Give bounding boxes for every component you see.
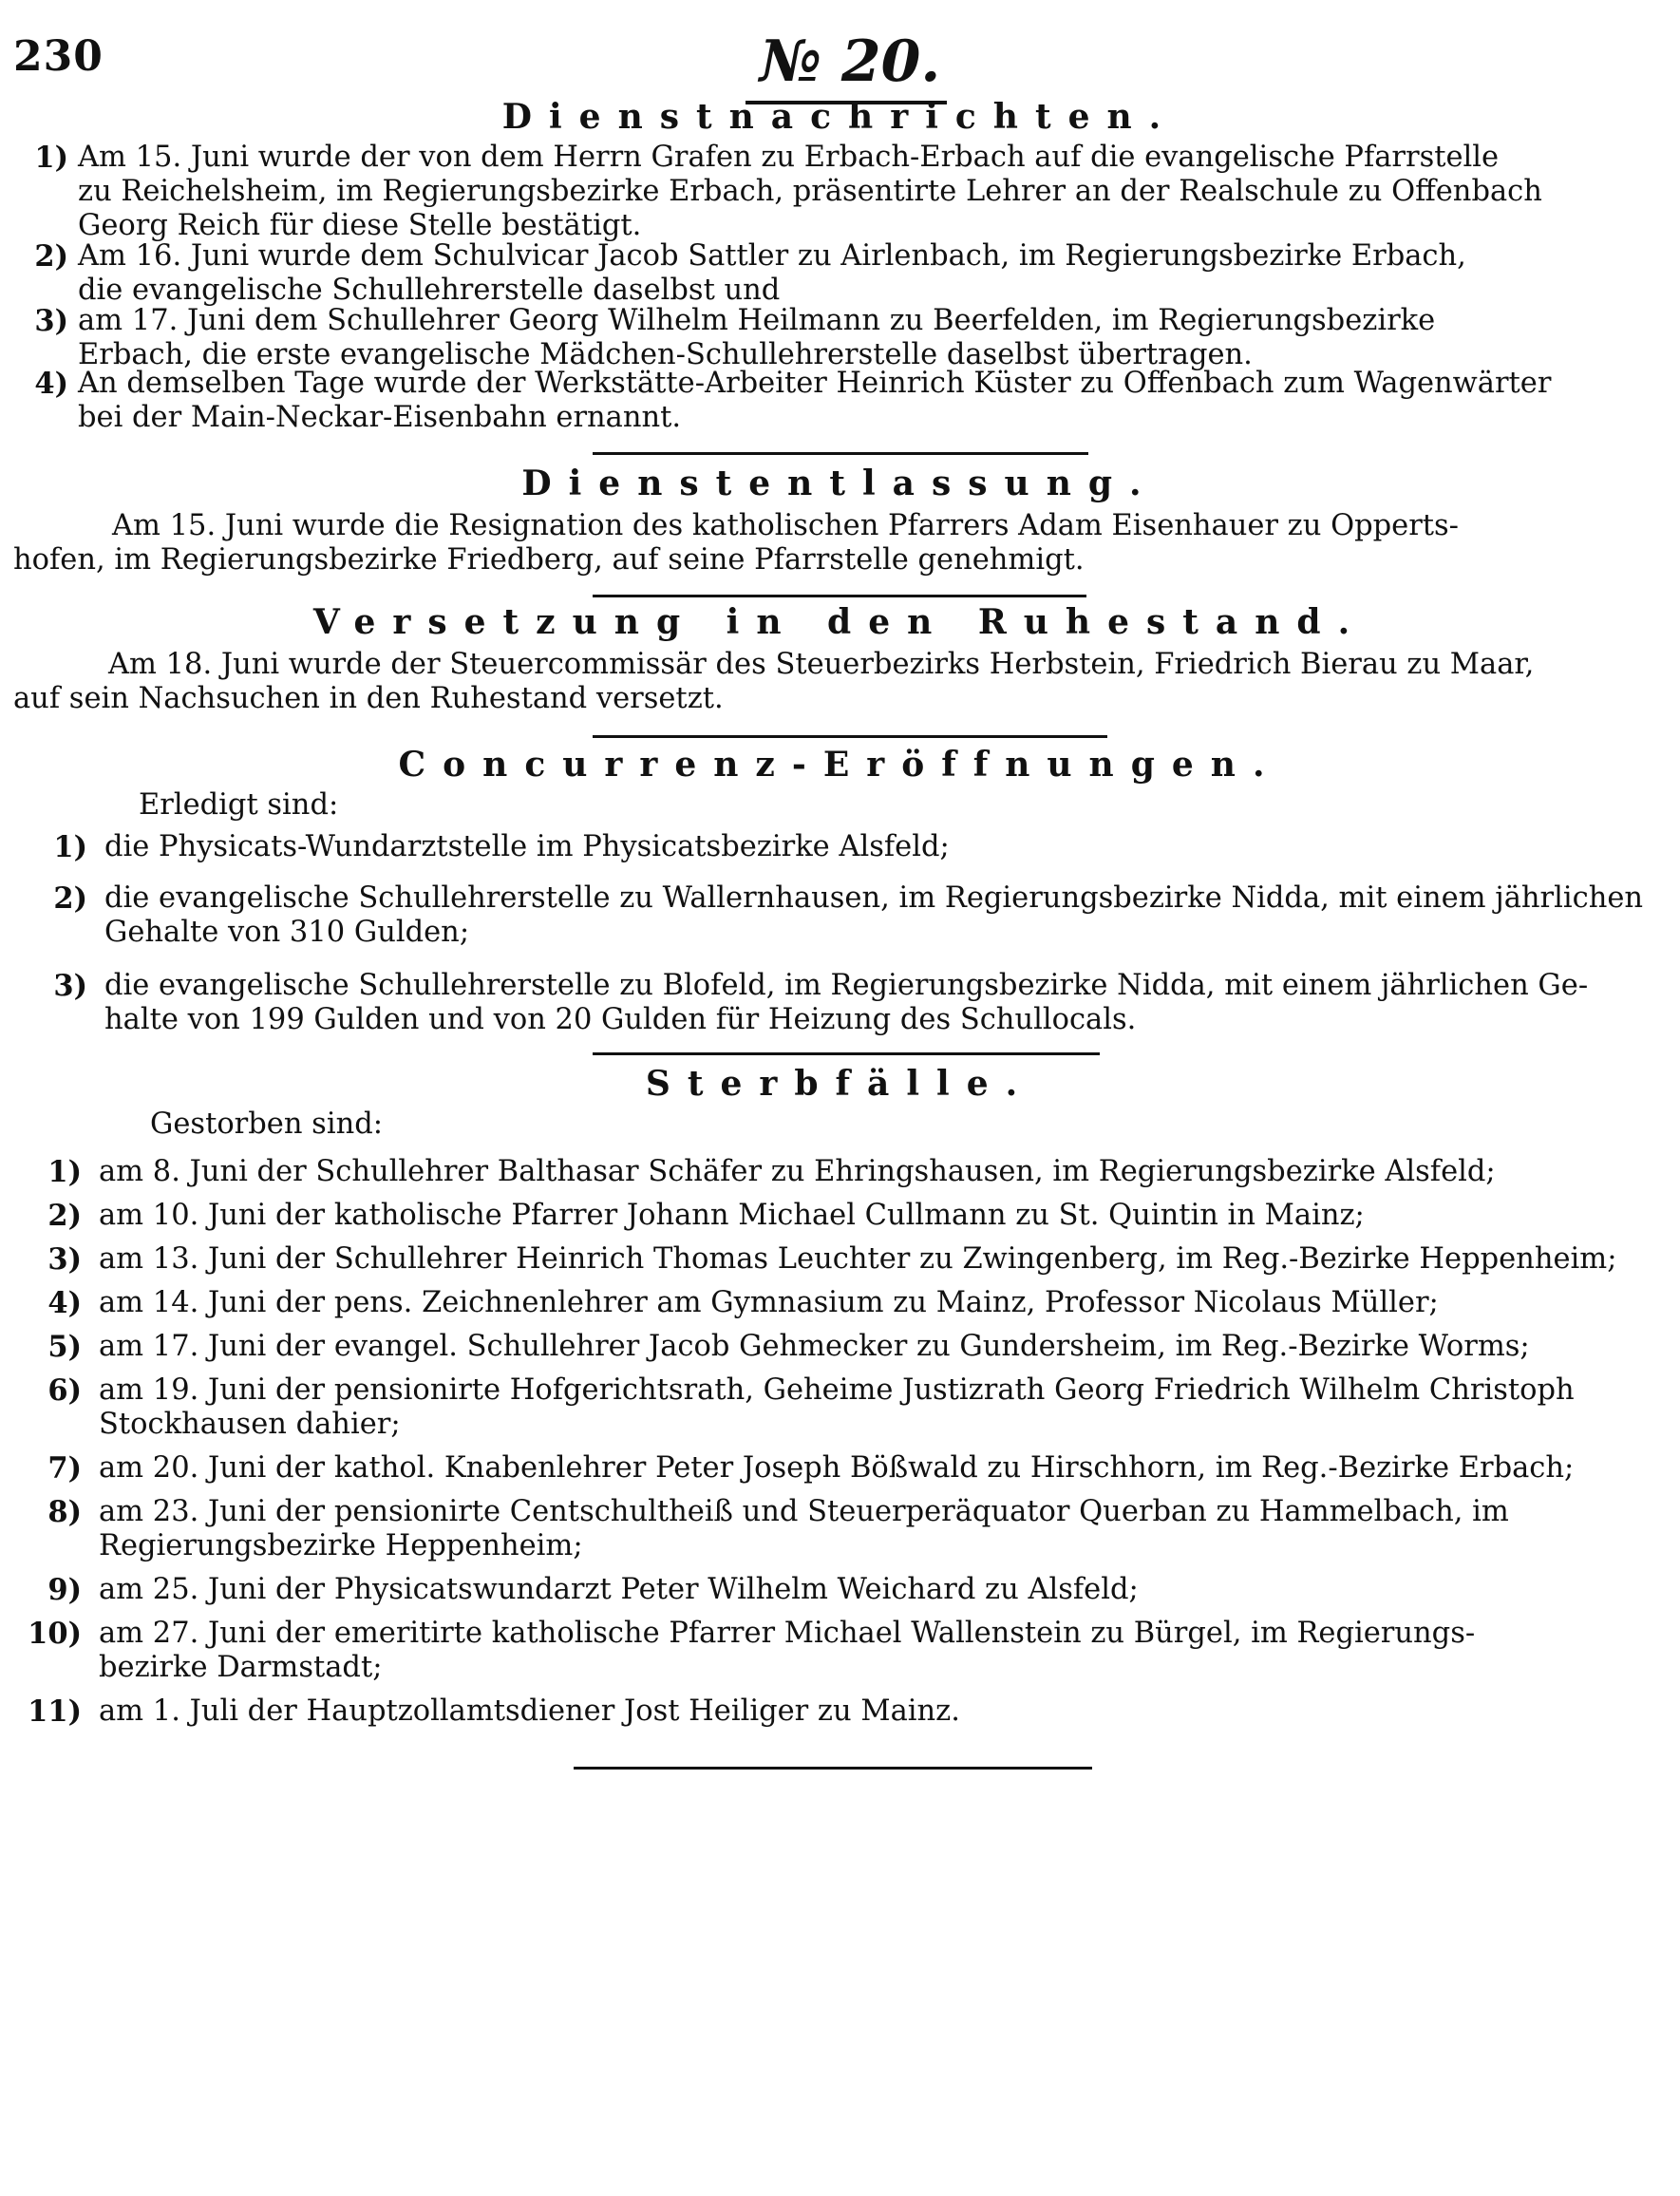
text-line: An demselben Tage wurde der Werkstätte-Arbeiter Heinrich Küster zu Offenbach zum Wagenwärter [78, 367, 1552, 400]
text-line: Regierungsbezirke Heppenheim; [99, 1529, 583, 1562]
section-divider [593, 1052, 1100, 1055]
text-line: bezirke Darmstadt; [99, 1651, 383, 1684]
section-heading-sterbfaelle: Sterbfälle. [645, 1064, 1035, 1104]
text-line: am 23. Juni der pensionirte Centschultheiß und Steuerperäquator Querban zu Hammelbach, im [99, 1495, 1509, 1528]
section-divider [593, 595, 1086, 597]
text-line: die evangelische Schullehrerstelle zu Blofeld, im Regierungsbezirke Nidda, mit einem jährlichen Ge- [104, 969, 1589, 1002]
section-intro: Erledigt sind: [139, 788, 339, 822]
item-number: 4) [34, 367, 68, 401]
text-line: am 1. Juli der Hauptzollamtsdiener Jost Heiliger zu Mainz. [99, 1694, 960, 1728]
text-line: Georg Reich für diese Stelle bestätigt. [78, 209, 642, 242]
page-number: 230 [13, 32, 104, 81]
text-line: Am 15. Juni wurde die Resignation des katholischen Pfarrers Adam Eisenhauer zu Opperts- [112, 509, 1459, 542]
item-number: 5) [47, 1330, 82, 1364]
item-number: 3) [47, 1242, 82, 1277]
text-line: am 13. Juni der Schullehrer Heinrich Thomas Leuchter zu Zwingenberg, im Reg.-Bezirke Heppenheim; [99, 1242, 1617, 1276]
text-line: am 17. Juni dem Schullehrer Georg Wilhelm Heilmann zu Beerfelden, im Regierungsbezirke [78, 304, 1436, 337]
item-number: 2) [47, 1199, 82, 1233]
item-number: 3) [53, 969, 87, 1003]
text-line: zu Reichelsheim, im Regierungsbezirke Erbach, präsentirte Lehrer an der Realschule zu Offenbach [78, 175, 1542, 208]
text-line: bei der Main-Neckar-Eisenbahn ernannt. [78, 401, 682, 434]
section-intro: Gestorben sind: [150, 1107, 384, 1141]
text-line: Stockhausen dahier; [99, 1408, 401, 1441]
item-number: 7) [47, 1451, 82, 1486]
item-number: 2) [34, 239, 68, 274]
section-divider [593, 452, 1088, 455]
text-line: hofen, im Regierungsbezirke Friedberg, auf seine Pfarrstelle genehmigt. [13, 543, 1085, 577]
item-number: 2) [53, 881, 87, 916]
text-line: die evangelische Schullehrerstelle daselbst und [78, 274, 781, 307]
item-number: 1) [47, 1155, 82, 1189]
section-heading-ruhestand: Versetzung in den Ruhestand. [312, 602, 1368, 642]
text-line: auf sein Nachsuchen in den Ruhestand versetzt. [13, 682, 724, 715]
item-number: 1) [53, 830, 87, 864]
item-number: 6) [47, 1373, 82, 1408]
text-line: am 8. Juni der Schullehrer Balthasar Schäfer zu Ehringshausen, im Regierungsbezirke Alsfeld; [99, 1155, 1496, 1188]
item-number: 3) [34, 304, 68, 338]
section-heading-dienstentlassung: Dienstentlassung. [521, 464, 1159, 503]
text-line: Am 15. Juni wurde der von dem Herrn Grafen zu Erbach-Erbach auf die evangelische Pfarrstelle [78, 141, 1500, 174]
item-number: 10) [28, 1617, 82, 1651]
item-number: 1) [34, 141, 68, 175]
text-line: am 19. Juni der pensionirte Hofgerichtsrath, Geheime Justizrath Georg Friedrich Wilhelm Christoph [99, 1373, 1575, 1407]
item-number: 9) [47, 1573, 82, 1607]
text-line: halte von 199 Gulden und von 20 Gulden für Heizung des Schullocals. [104, 1003, 1137, 1036]
text-line: am 20. Juni der kathol. Knabenlehrer Peter Joseph Bößwald zu Hirschhorn, im Reg.-Bezirke Erbach; [99, 1451, 1575, 1485]
section-heading-dienstnachrichten: Dienstnachrichten. [501, 97, 1179, 137]
item-number: 4) [47, 1286, 82, 1320]
text-line: Am 18. Juni wurde der Steuercommissär des Steuerbezirks Herbstein, Friedrich Bierau zu Maar, [108, 648, 1535, 681]
text-line: Erbach, die erste evangelische Mädchen-Schullehrerstelle daselbst übertragen. [78, 338, 1253, 371]
section-divider [593, 735, 1107, 738]
item-number: 8) [47, 1495, 82, 1529]
text-line: am 10. Juni der katholische Pfarrer Johann Michael Cullmann zu St. Quintin in Mainz; [99, 1199, 1365, 1232]
issue-number: № 20. [759, 28, 941, 95]
page-end-divider [574, 1767, 1092, 1770]
text-line: Am 16. Juni wurde dem Schulvicar Jacob Sattler zu Airlenbach, im Regierungsbezirke Erbach, [78, 239, 1466, 273]
text-line: am 27. Juni der emeritirte katholische Pfarrer Michael Wallenstein zu Bürgel, im Regierungs- [99, 1617, 1476, 1650]
text-line: Gehalte von 310 Gulden; [104, 916, 470, 949]
text-line: die Physicats-Wundarztstelle im Physicatsbezirke Alsfeld; [104, 830, 950, 863]
item-number: 11) [28, 1694, 82, 1729]
text-line: am 14. Juni der pens. Zeichnenlehrer am Gymnasium zu Mainz, Professor Nicolaus Müller; [99, 1286, 1439, 1319]
text-line: am 25. Juni der Physicatswundarzt Peter Wilhelm Weichard zu Alsfeld; [99, 1573, 1139, 1606]
text-line: am 17. Juni der evangel. Schullehrer Jacob Gehmecker zu Gundersheim, im Reg.-Bezirke Worms; [99, 1330, 1530, 1363]
section-heading-concurrenz: Concurrenz-Eröffnungen. [398, 745, 1282, 785]
text-line: die evangelische Schullehrerstelle zu Wallernhausen, im Regierungsbezirke Nidda, mit einem jährlichen [104, 881, 1644, 915]
